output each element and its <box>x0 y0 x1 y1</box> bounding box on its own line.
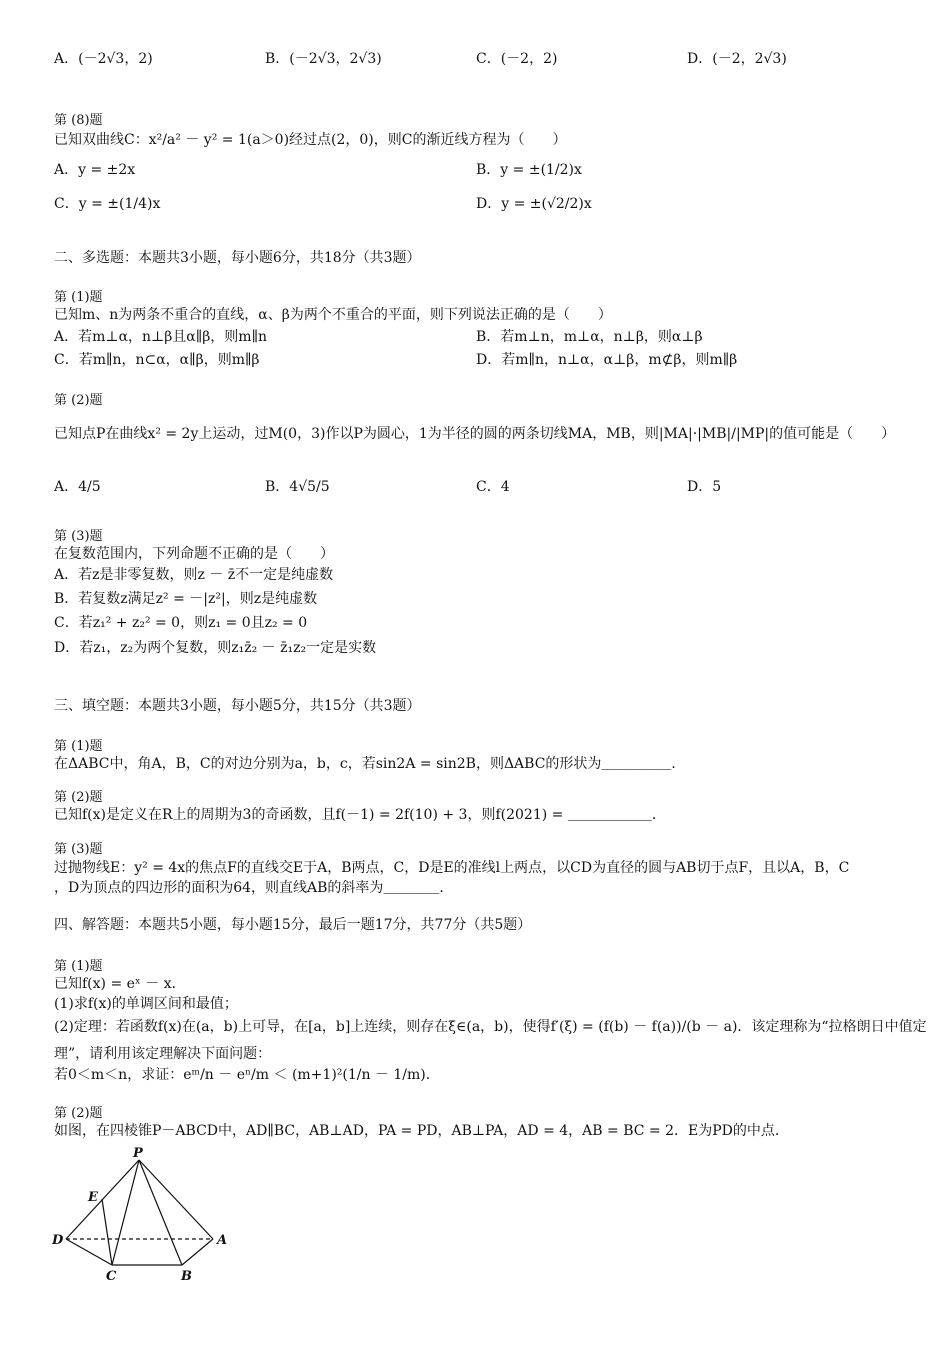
s2-q1-option-b: B．若m⊥n，m⊥α，n⊥β，则α⊥β <box>476 329 703 345</box>
s3-q3-line2: ，D为顶点的四边形的面积为64，则直线AB的斜率为＿＿＿＿． <box>54 880 454 896</box>
edge-ec <box>102 1199 112 1265</box>
q8-option-c: C．y = ±(1/4)x <box>54 196 161 212</box>
edge-pb <box>139 1160 182 1265</box>
s4-q1-number: 第 (1)题 <box>54 959 103 974</box>
vertex-label-c: C <box>106 1269 117 1284</box>
s2-q1-option-c: C．若m∥n，n⊂α，α∥β，则m∥β <box>54 352 260 368</box>
q7-option-b: B．(－2√3，2√3) <box>265 51 382 67</box>
s3-q1-stem: 在ΔABC中，角A，B，C的对边分别为a，b，c，若sin2A = sin2B，则ΔABC的形状为＿＿＿＿＿． <box>54 756 686 772</box>
vertex-label-e: E <box>88 1190 98 1205</box>
q7-option-c: C．(－2，2) <box>476 51 558 67</box>
vertex-label-b: B <box>181 1269 192 1284</box>
s2-q3-option-d: D．若z₁，z₂为两个复数，则z₁z̄₂ － z̄₁z₂一定是实数 <box>54 640 377 656</box>
s4-q1-line4: 理”，请利用该定理解决下面问题： <box>54 1046 272 1062</box>
s4-q1-line3: (2)定理：若函数f(x)在(a，b)上可导，在[a，b]上连续，则存在ξ∈(a，b)，使得f′(ξ) = (f(b) － f(a))/(b － a)．该定理称为“拉格朗日中值定 <box>54 1019 927 1035</box>
edge-dc <box>66 1239 112 1265</box>
edge-pa <box>139 1160 213 1239</box>
s4-q2-stem: 如图，在四棱锥P－ABCD中，AD∥BC，AB⊥AD，PA = PD，AB⊥PA，AD = 4，AB = BC = 2．E为PD的中点． <box>54 1123 789 1139</box>
q8-option-d: D．y = ±(√2/2)x <box>476 196 592 212</box>
s2-q2-option-a: A．4/5 <box>54 479 101 495</box>
s4-q1-line2: (1)求f(x)的单调区间和最值； <box>54 996 238 1012</box>
q7-option-a: A．(－2√3，2) <box>54 51 153 67</box>
vertex-label-d: D <box>52 1233 64 1248</box>
s3-q3-line1: 过抛物线E：y² = 4x的焦点F的直线交E于A，B两点，C，D是E的准线l上两点，以CD为直径的圆与AB切于点F，且以A，B，C <box>54 860 850 876</box>
s2-q2-option-c: C．4 <box>476 479 510 495</box>
s4-q1-line5: 若0＜m＜n，求证：eᵐ/n － eⁿ/m ＜ (m+1)²(1/n － 1/m)． <box>54 1067 440 1083</box>
s2-q2-option-d: D．5 <box>687 479 722 495</box>
q8-option-b: B．y = ±(1/2)x <box>476 162 582 178</box>
s3-q2-stem: 已知f(x)是定义在R上的周期为3的奇函数，且f(－1) = 2f(10) + 3，则f(2021) = ＿＿＿＿＿＿． <box>54 807 666 823</box>
edge-pc <box>112 1160 139 1265</box>
s2-q2-option-b: B．4√5/5 <box>265 479 330 495</box>
edge-ba <box>182 1239 213 1265</box>
pyramid-figure <box>50 1145 240 1285</box>
section2-heading: 二、多选题：本题共3小题，每小题6分，共18分（共3题） <box>54 250 421 266</box>
section3-heading: 三、填空题：本题共3小题，每小题5分，共15分（共3题） <box>54 698 421 714</box>
s2-q1-number: 第 (1)题 <box>54 290 103 305</box>
s2-q3-number: 第 (3)题 <box>54 529 103 544</box>
s2-q1-option-d: D．若m∥n，n⊥α，α⊥β，m⊄β，则m∥β <box>476 352 738 368</box>
vertex-label-a: A <box>217 1233 228 1248</box>
q8-option-a: A．y = ±2x <box>54 162 136 178</box>
s2-q3-option-b: B．若复数z满足z² = －|z²|，则z是纯虚数 <box>54 591 318 607</box>
s4-q1-line1: 已知f(x) = eˣ － x． <box>54 976 186 992</box>
section4-heading: 四、解答题：本题共5小题，每小题15分，最后一题17分，共77分（共5题） <box>54 917 532 933</box>
s2-q2-number: 第 (2)题 <box>54 393 103 408</box>
q7-option-d: D．(－2，2√3) <box>687 51 787 67</box>
s2-q3-option-a: A．若z是非零复数，则z － z̄不一定是纯虚数 <box>54 567 334 583</box>
s2-q3-option-c: C．若z₁² + z₂² = 0，则z₁ = 0且z₂ = 0 <box>54 615 308 631</box>
vertex-label-p: P <box>133 1146 143 1161</box>
q8-stem: 已知双曲线C：x²/a² － y² = 1(a＞0)经过点(2，0)，则C的渐近线方程为（ ） <box>54 132 567 148</box>
s2-q1-stem: 已知m、n为两条不重合的直线，α、β为两个不重合的平面，则下列说法正确的是（ ） <box>54 307 612 323</box>
s3-q3-number: 第 (3)题 <box>54 842 103 857</box>
q8-number: 第 (8)题 <box>54 113 103 128</box>
s3-q2-number: 第 (2)题 <box>54 790 103 805</box>
s3-q1-number: 第 (1)题 <box>54 739 103 754</box>
s2-q2-stem: 已知点P在曲线x² = 2y上运动，过M(0，3)作以P为圆心，1为半径的圆的两条切线MA，MB，则|MA|·|MB|/|MP|的值可能是（ ） <box>54 426 896 442</box>
s4-q2-number: 第 (2)题 <box>54 1106 103 1121</box>
s2-q3-stem: 在复数范围内，下列命题不正确的是（ ） <box>54 546 334 562</box>
s2-q1-option-a: A．若m⊥α，n⊥β且α∥β，则m∥n <box>54 329 268 345</box>
